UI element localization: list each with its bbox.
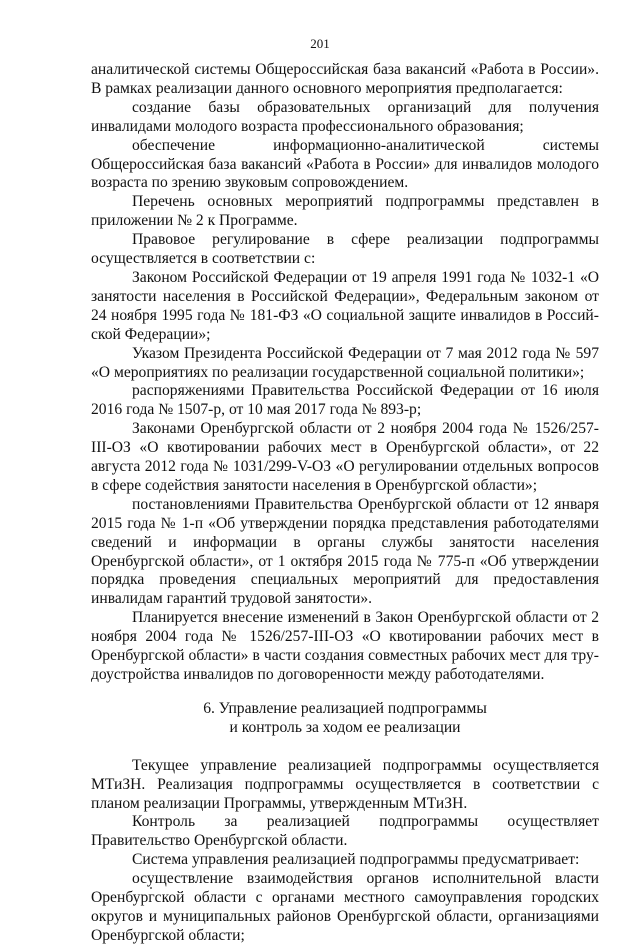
paragraph: Законом Российской Федерации от 19 апреля 1991 года № 1032-1 «О занятости населения в Российской Федерации», Федеральным законом от 24 ноября 1995 года № 181-ФЗ «О социальной защите инвалидов в Российской Федерации»; (91, 268, 599, 343)
paragraph: аналитической системы Общероссийская база вакансий «Работа в России». В рамках реализации данного основного мероприятия предполагается: (91, 61, 599, 97)
paragraph: Законами Оренбургской области от 2 ноября 2004 года № 1526/257-III-ОЗ «О квотировании рабочих мест в Оренбургской области», от 22 августа 2012 года № 1031/299-V-ОЗ «О регулировании отдельных вопросов в сфере содействия занятости населения в Оренбургской области»; (91, 420, 599, 494)
paragraph: Указом Президента Российской Федерации от 7 мая 2012 года № 597 «О мероприятиях по реализации государственной социальной политики»; (91, 344, 599, 381)
paragraph: постановлениями Правительства Оренбургской области от 12 января 2015 года № 1-п «Об утверждении порядка представления работодателями сведений и информации в органы службы занятости населения Оренбургской области», от 1 октября 2015 года № 775-п «Об утверждении порядка проведения специальных мероприятий для предоставления инвалидам гарантий трудовой занятости». (91, 495, 599, 608)
page-number: 201 (310, 36, 330, 51)
paragraph: осуществление взаимодействия органов исполнительной власти Оренбургской области с органами местного самоуправления городских округов и муниципальных районов Оренбургской области, организациями Оренбургской области; (91, 870, 599, 944)
page-body (91, 61, 599, 946)
paragraph: создание базы образовательных организаций для получения инвалидами молодого возраста профессионального образования; (91, 98, 599, 135)
paragraph: Перечень основных мероприятий подпрограммы представлен в приложении № 2 к Программе. (91, 193, 599, 230)
paragraph: Текущее управление реализацией подпрограммы осуществляется МТиЗН. Реализация подпрограммы осуществляется в соответствии с планом реализации Программы, утвержденным МТиЗН. (91, 756, 599, 812)
section-heading-line: и контроль за ходом ее реализации (229, 718, 461, 736)
section-heading (91, 700, 599, 738)
scan-dot (150, 887, 152, 889)
paragraph: Контроль за реализацией подпрограммы осуществляет Правительство Оренбургской области. (91, 813, 599, 850)
section-heading-line: 6. Управление реализацией подпрограммы (203, 699, 487, 717)
paragraph: Правовое регулирование в сфере реализации подпрограммы осуществляется в соответствии с: (91, 231, 599, 268)
paragraph: Система управления реализацией подпрограммы предусматривает: (132, 851, 580, 869)
paragraph: распоряжениями Правительства Российской Федерации от 16 июля 2016 года № 1507-р, от 10 мая 2017 года № 893-р; (91, 382, 599, 419)
paragraph: Планируется внесение изменений в Закон Оренбургской области от 2 ноября 2004 года № 1526/257-III-ОЗ «О квотировании рабочих мест в Оренбургской области» в части создания совместных рабочих мест для трудоустройства инвалидов по договоренности между работодателями. (91, 609, 599, 683)
paragraph: обеспечение информационно-аналитической системы Общероссийская база вакансий «Работа в России» для инвалидов молодого возраста по зрению звуковым сопровождением. (91, 136, 599, 192)
